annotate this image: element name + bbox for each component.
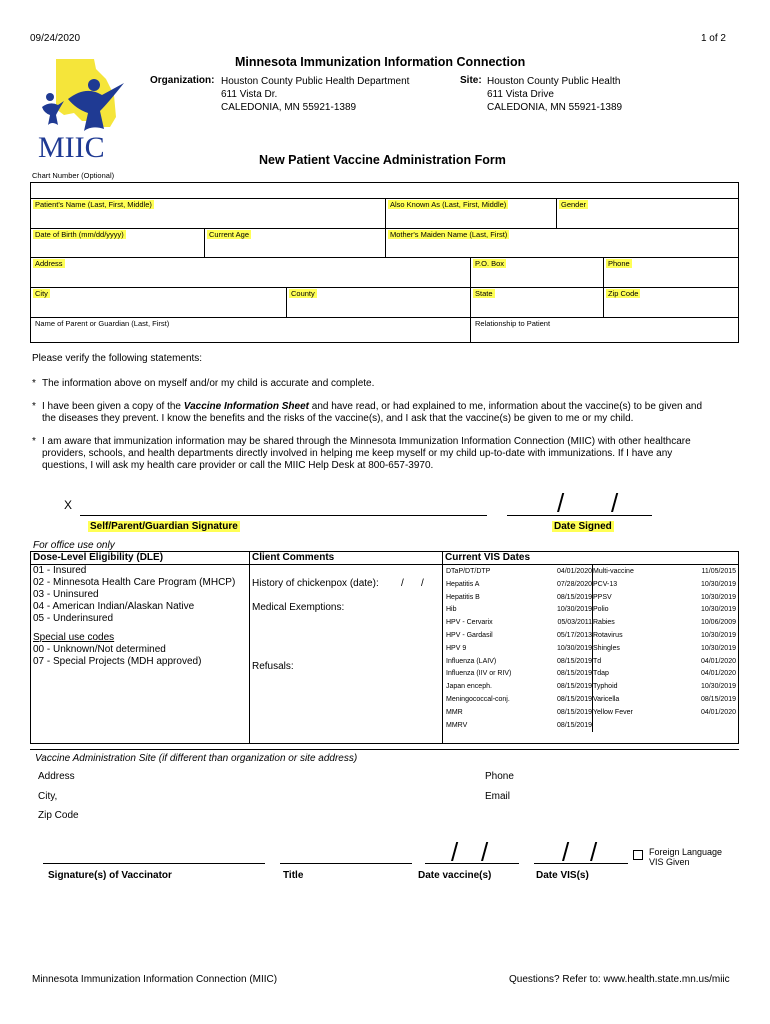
vis-date: 07/28/2020 xyxy=(556,580,592,588)
vis-vaccine-name: Rotavirus xyxy=(593,632,623,639)
dle-title: Dose-Level Eligibility (DLE) xyxy=(33,552,164,563)
org-title: Minnesota Immunization Information Connection xyxy=(235,55,526,69)
vis-vaccine-name: Influenza (IIV or RIV) xyxy=(446,670,512,678)
patient-name-field[interactable]: Patient's Name (Last, First, Middle) xyxy=(35,200,152,209)
vis-vaccine-name: PCV-13 xyxy=(593,580,618,588)
vis-vaccine-name: DTaP/DT/DTP xyxy=(446,568,491,575)
vacc-date-slash-2: / xyxy=(481,837,489,867)
vis-vaccine-name: Rabies xyxy=(593,619,615,627)
medical-exemptions-field[interactable]: Medical Exemptions: xyxy=(252,602,345,613)
form-title: New Patient Vaccine Administration Form xyxy=(259,153,506,167)
vis-date: 04/01/2020 xyxy=(700,670,736,678)
vis-vaccine-name: Hepatitis A xyxy=(446,580,480,588)
vis-date: 05/03/2011 xyxy=(557,619,592,627)
footer-right: Questions? Refer to: www.health.state.mn.us/miic xyxy=(509,974,730,985)
maiden-name-field[interactable]: Mother's Maiden Name (Last, First) xyxy=(390,230,508,239)
vis-vaccine-name: HPV 9 xyxy=(446,644,467,652)
vis-date: 08/15/2019 xyxy=(556,593,592,601)
vis-date: 10/30/2019 xyxy=(700,606,736,614)
vis-date: 10/30/2019 xyxy=(700,593,736,601)
vis-date: 10/30/2019 xyxy=(700,632,736,639)
signature-label: Self/Parent/Guardian Signature xyxy=(90,521,238,532)
relationship-field[interactable]: Relationship to Patient xyxy=(475,319,551,328)
vis-date-slash-1: / xyxy=(562,837,570,867)
vis-vaccine-name: Influenza (LAIV) xyxy=(446,657,497,665)
bullet-3: * xyxy=(32,436,36,447)
vaccinator-title-label: Title xyxy=(283,870,304,881)
vis-date: 04/01/2020 xyxy=(556,568,592,575)
aka-field[interactable]: Also Known As (Last, First, Middle) xyxy=(390,200,507,209)
vis-date: 10/30/2019 xyxy=(556,606,592,614)
admin-city-field[interactable]: City, xyxy=(38,791,58,802)
vis-date: 08/15/2019 xyxy=(556,670,592,678)
refusals-field[interactable]: Refusals: xyxy=(252,661,294,672)
foreign-language-label: Foreign Language VIS Given xyxy=(649,847,723,867)
org-label: Organization: xyxy=(150,75,215,86)
vis-date: 04/01/2020 xyxy=(700,657,736,665)
state-field[interactable]: State xyxy=(475,289,493,298)
vis-date: 11/05/2015 xyxy=(701,568,736,575)
vis-vaccine-name: MMR xyxy=(446,708,463,716)
current-age-field[interactable]: Current Age xyxy=(209,230,250,239)
statement-3-line-3: questions, I will ask my health care provider or call the MIIC Help Desk at 800-657-3970. xyxy=(42,460,434,471)
statement-2-line-2: the diseases they prevent. I know the benefits and the risks of the vaccine(s), and I ask that the vaccine(s) be given to me or my child. xyxy=(42,413,634,424)
vis-date: 05/17/2013 xyxy=(556,632,592,639)
vis-vaccine-name: Typhoid xyxy=(593,683,618,691)
vis-vaccine-name: Meningococcal-conj. xyxy=(446,696,510,703)
date-signed-line[interactable] xyxy=(507,515,652,516)
vis-vaccine-name: Japan enceph. xyxy=(446,683,492,691)
office-use-label: For office use only xyxy=(33,540,115,551)
gender-field[interactable]: Gender xyxy=(561,200,587,209)
vis-vaccine-name: Varicella xyxy=(593,696,620,703)
chickenpox-slash-2: / xyxy=(421,578,424,589)
pobox-field[interactable]: P.O. Box xyxy=(475,259,505,268)
date-vaccine-label: Date vaccine(s) xyxy=(418,870,492,881)
statement-3-line-2: providers, schools, and health departments directly involved in helping me keep myself or my child up-to-date with immunizations. If I have any xyxy=(42,448,673,459)
statement-2-line-1: I have been given a copy of the Vaccine Information Sheet and have read, or had explained to me, information about the vaccine(s) to be given and xyxy=(42,401,703,412)
vis-vaccine-name: Td xyxy=(593,657,602,665)
page-number: 1 of 2 xyxy=(700,33,726,44)
foreign-language-checkbox[interactable] xyxy=(633,850,643,860)
org-address: Houston County Public Health Department 611 Vista Dr. CALEDONIA, MN 55921-1389 xyxy=(221,76,410,113)
bullet-2: * xyxy=(32,401,36,412)
dob-field[interactable]: Date of Birth (mm/dd/yyyy) xyxy=(35,230,124,239)
vis-dates-title: Current VIS Dates xyxy=(445,552,531,563)
statements-intro: Please verify the following statements: xyxy=(32,353,203,364)
vis-date: 10/30/2019 xyxy=(700,580,736,588)
zip-field[interactable]: Zip Code xyxy=(608,289,639,298)
vis-date: 08/15/2019 xyxy=(556,696,592,703)
vis-date: 10/06/2009 xyxy=(700,619,736,627)
vis-date: 04/01/2020 xyxy=(700,708,736,716)
date-vis-label: Date VIS(s) xyxy=(536,870,589,881)
vis-vaccine-name: Multi-vaccine xyxy=(593,568,634,575)
bullet-1: * xyxy=(32,378,36,389)
address-field[interactable]: Address xyxy=(35,259,63,268)
vis-vaccine-name: Polio xyxy=(593,606,609,614)
vis-vaccine-name: Hib xyxy=(446,606,457,614)
vis-date: 10/30/2019 xyxy=(556,644,592,652)
special-use-list: 00 - Unknown/Not determined 07 - Special Projects (MDH approved) xyxy=(33,644,202,667)
vis-date: 10/30/2019 xyxy=(700,644,736,652)
admin-zip-field[interactable]: Zip Code xyxy=(38,810,79,821)
chart-number-label: Chart Number (Optional) xyxy=(32,171,115,180)
county-field[interactable]: County xyxy=(291,289,315,298)
footer-left: Minnesota Immunization Information Connection (MIIC) xyxy=(32,974,278,985)
vis-date-slash-2: / xyxy=(590,837,598,867)
vis-vaccine-name: PPSV xyxy=(593,593,612,601)
vaccinator-title-line[interactable] xyxy=(280,863,412,864)
statement-3-line-1: I am aware that immunization information may be shared through the Minnesota Immunization Information Connection (MIIC) with other healthcare xyxy=(42,436,691,447)
vis-date: 10/30/2019 xyxy=(700,683,736,691)
vaccinator-signature-label: Signature(s) of Vaccinator xyxy=(48,870,172,881)
special-use-title: Special use codes xyxy=(33,632,115,643)
date-slash-1: / xyxy=(557,488,565,518)
vis-date: 08/15/2019 xyxy=(556,708,592,716)
vis-vaccine-name: HPV - Gardasil xyxy=(446,632,493,639)
vis-vaccine-name: Shingles xyxy=(593,644,620,652)
date-signed-label: Date Signed xyxy=(554,521,612,532)
guardian-field[interactable]: Name of Parent or Guardian (Last, First) xyxy=(35,319,170,328)
vis-column-divider xyxy=(592,564,593,732)
print-date: 09/24/2020 xyxy=(30,33,81,44)
client-comments-title: Client Comments xyxy=(252,552,335,563)
admin-phone-field[interactable]: Phone xyxy=(485,771,514,782)
vis-vaccine-name: Tdap xyxy=(593,670,609,678)
vis-vaccine-name: Hepatitis B xyxy=(446,593,480,601)
date-vis-line[interactable] xyxy=(534,863,628,864)
vis-date: 08/15/2019 xyxy=(556,683,592,691)
chickenpox-field[interactable]: History of chickenpox (date): xyxy=(252,578,379,589)
admin-site-title: Vaccine Administration Site (if different than organization or site address) xyxy=(35,753,358,764)
vis-date: 08/15/2019 xyxy=(700,696,736,703)
date-vaccine-line[interactable] xyxy=(425,863,519,864)
vis-date: 08/15/2019 xyxy=(556,657,592,665)
logo-text: MIIC xyxy=(38,131,105,164)
vacc-date-slash-1: / xyxy=(451,837,459,867)
vis-vaccine-name: HPV - Cervarix xyxy=(446,619,493,627)
statement-1: The information above on myself and/or my child is accurate and complete. xyxy=(42,378,375,389)
site-address: Houston County Public Health 611 Vista Drive CALEDONIA, MN 55921-1389 xyxy=(487,76,623,113)
admin-email-field[interactable]: Email xyxy=(485,791,511,802)
vis-date: 08/15/2019 xyxy=(556,721,592,729)
date-slash-2: / xyxy=(611,488,619,518)
phone-field[interactable]: Phone xyxy=(608,259,630,268)
vaccinator-signature-line[interactable] xyxy=(43,863,265,864)
admin-address-field[interactable]: Address xyxy=(38,771,75,782)
miic-logo xyxy=(34,55,129,165)
city-field[interactable]: City xyxy=(35,289,48,298)
vis-vaccine-name: MMRV xyxy=(446,721,468,729)
dle-list: 01 - Insured 02 - Minnesota Health Care Program (MHCP) 03 - Uninsured 04 - American Indian/Alaskan Native 05 - Underinsured xyxy=(33,565,236,624)
site-label: Site: xyxy=(460,75,482,86)
signature-line[interactable] xyxy=(80,515,487,516)
chickenpox-slash-1: / xyxy=(401,578,404,589)
vis-vaccine-name: Yellow Fever xyxy=(593,708,633,716)
signature-x-mark: X xyxy=(64,498,73,512)
